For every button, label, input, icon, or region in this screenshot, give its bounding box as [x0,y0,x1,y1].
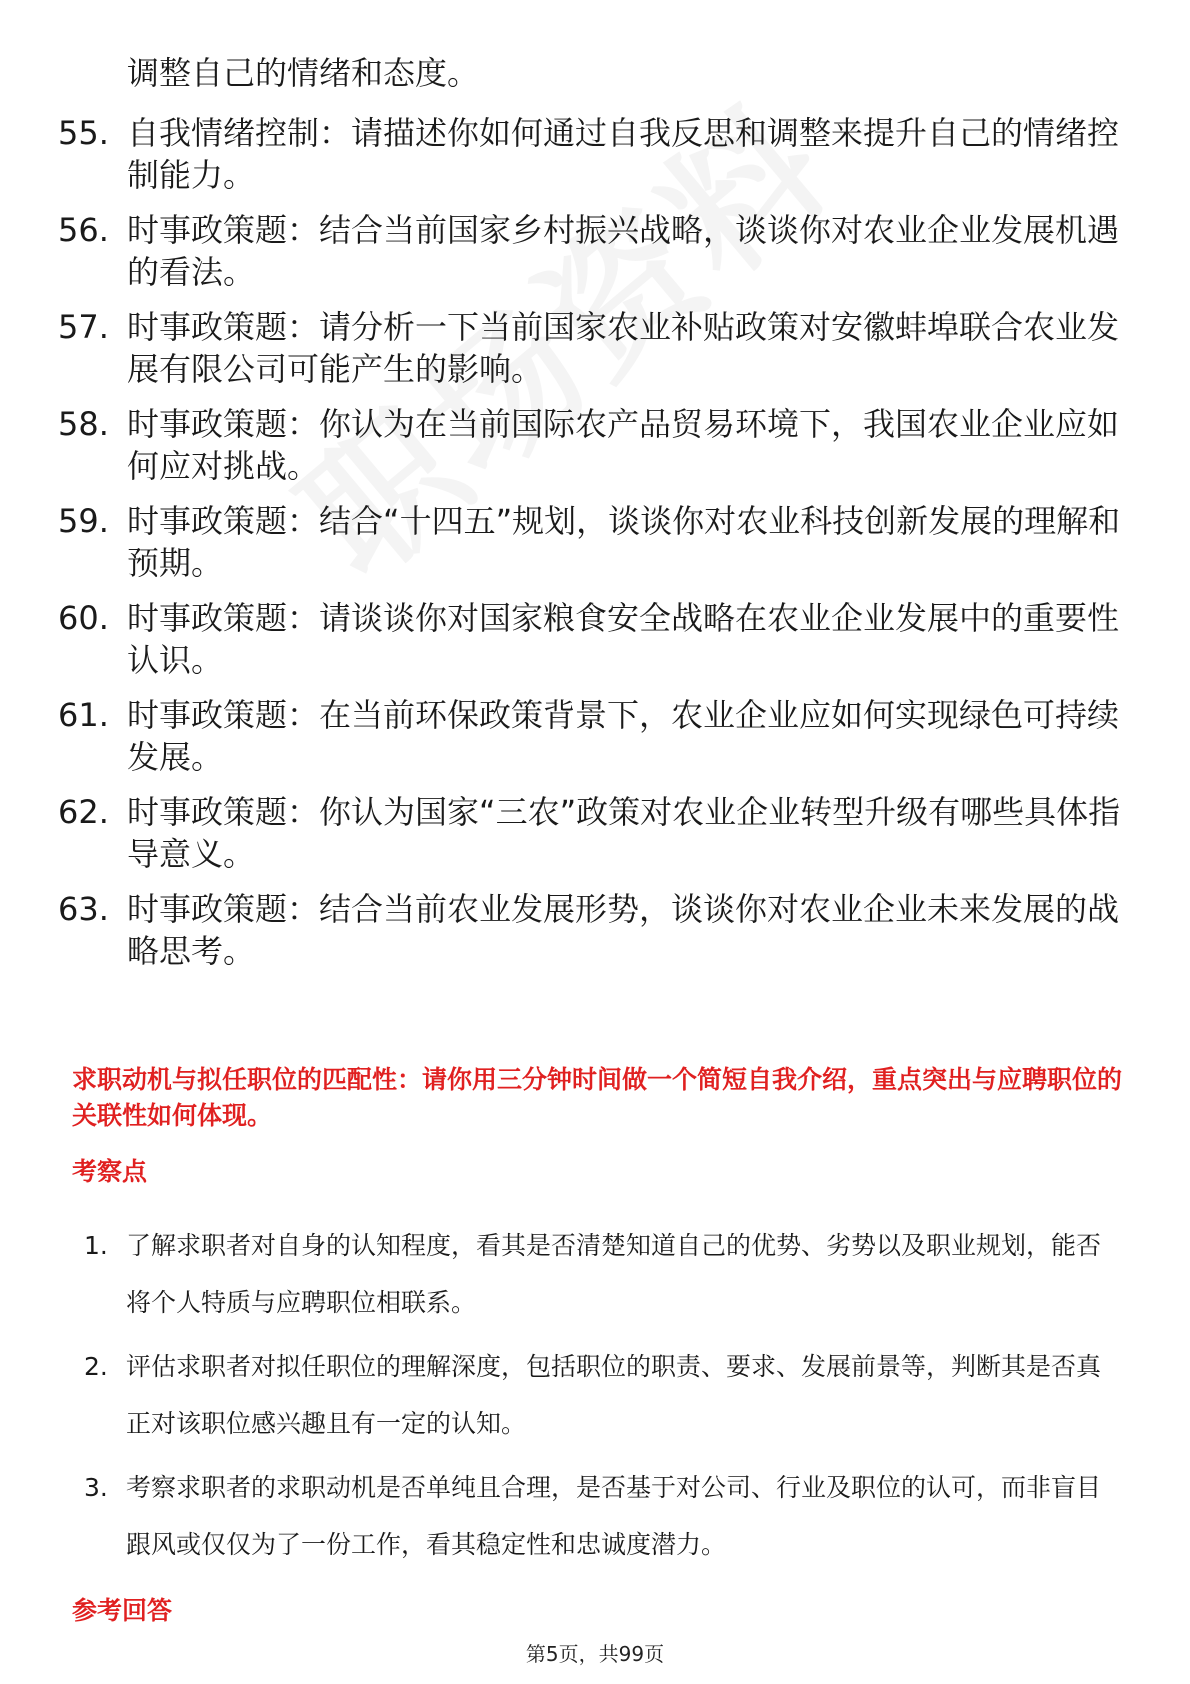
question-text: 时事政策题：你认为在当前国际农产品贸易环境下，我国农业企业应如何应对挑战。 [127,405,1120,485]
section-title: 求职动机与拟任职位的匹配性：请你用三分钟时间做一个简短自我介绍，重点突出与应聘职位的关联性如何体现。 [72,1065,1123,1130]
focus-point-item [84,1217,1124,1331]
page-number: 第5页，共99页 [525,1642,665,1666]
question-text: 时事政策题：请谈谈你对国家粮食安全战略在农业企业发展中的重要性认识。 [127,599,1120,679]
focus-point-item [84,1459,1124,1573]
question-text: 时事政策题：请分析一下当前国家农业补贴政策对安徽蚌埠联合农业发展有限公司可能产生的影响。 [127,308,1120,388]
question-number: 55. [58,114,109,152]
question-item [58,500,1128,584]
question-number: 57. [58,308,109,346]
question-text: 时事政策题：结合“十四五”规划，谈谈你对农业科技创新发展的理解和预期。 [127,502,1121,582]
question-number: 61. [58,696,109,734]
focus-point-text: 考察求职者的求职动机是否单纯且合理，是否基于对公司、行业及职位的认可，而非盲目跟风或仅仅为了一份工作，看其稳定性和忠诚度潜力。 [126,1473,1102,1559]
question-item [58,597,1128,681]
question-number: 58. [58,405,109,443]
continuation-text: 调整自己的情绪和态度。 [127,54,480,92]
question-item [58,791,1128,875]
focus-point-list [84,1217,1124,1580]
focus-heading: 考察点 [72,1157,148,1186]
question-text: 时事政策题：结合当前国家乡村振兴战略，谈谈你对农业企业发展机遇的看法。 [127,211,1120,291]
question-number: 60. [58,599,109,637]
question-number: 62. [58,793,109,831]
focus-point-text: 评估求职者对拟任职位的理解深度，包括职位的职责、要求、发展前景等，判断其是否真正对该职位感兴趣且有一定的认知。 [126,1352,1102,1438]
question-item [58,694,1128,778]
focus-point-number: 1. [84,1231,108,1260]
question-item [58,209,1128,293]
question-text: 自我情绪控制：请描述你如何通过自我反思和调整来提升自己的情绪控制能力。 [127,114,1120,194]
question-item [58,306,1128,390]
question-item [58,112,1128,196]
focus-point-number: 2. [84,1352,108,1381]
question-list [58,112,1128,985]
focus-point-item [84,1338,1124,1452]
focus-point-text: 了解求职者对自身的认知程度，看其是否清楚知道自己的优势、劣势以及职业规划，能否将个人特质与应聘职位相联系。 [126,1231,1102,1317]
focus-point-number: 3. [84,1473,108,1502]
question-number: 59. [58,502,109,540]
question-item [58,888,1128,972]
question-text: 时事政策题：结合当前农业发展形势，谈谈你对农业企业未来发展的战略思考。 [127,890,1120,970]
answer-heading: 参考回答 [72,1596,173,1625]
question-number: 63. [58,890,109,928]
question-item [58,403,1128,487]
question-text: 时事政策题：在当前环保政策背景下，农业企业应如何实现绿色可持续发展。 [127,696,1120,776]
question-number: 56. [58,211,109,249]
question-text: 时事政策题：你认为国家“三农”政策对农业企业转型升级有哪些具体指导意义。 [127,793,1121,873]
